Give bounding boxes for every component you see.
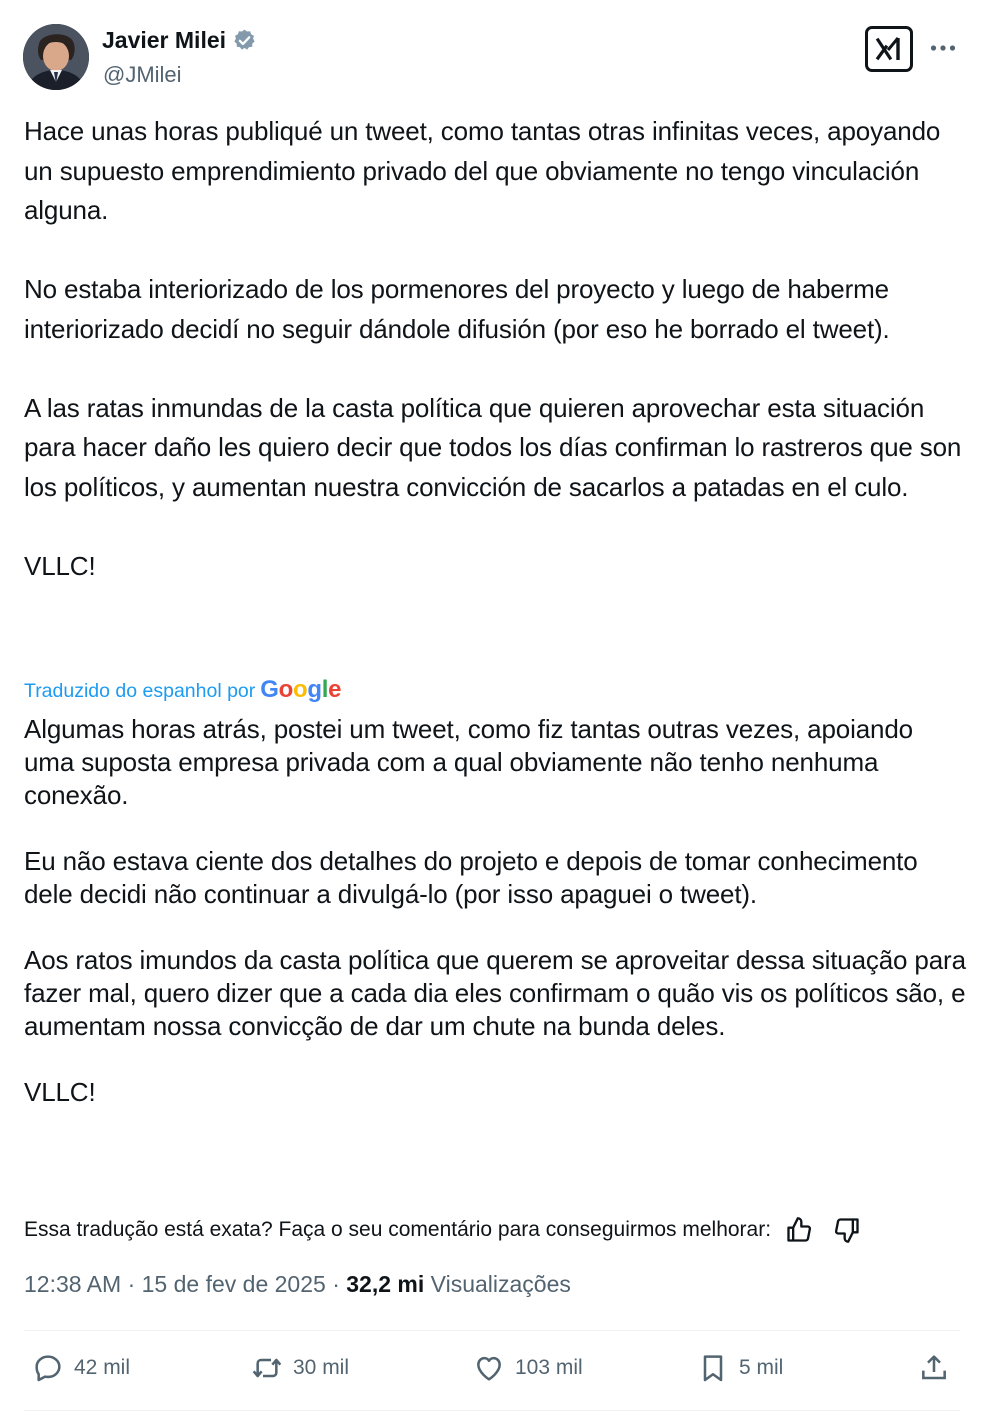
share-button[interactable] [918, 1352, 950, 1384]
translation-attribution[interactable] [24, 676, 341, 704]
author-name-text: Javier Milei [102, 27, 227, 53]
translated-paragraph: Eu não estava ciente dos detalhes do projeto e depois de tomar conhecimento dele decidi não continuar a divulgá-lo (por isso apaguei o tweet). [24, 846, 918, 909]
avatar-photo [23, 24, 89, 90]
more-dots-icon [930, 44, 956, 52]
translated-paragraph: Algumas horas atrás, postei um tweet, como fiz tantas outras vezes, apoiando uma suposta empresa privada com a qual obviamente não tenho nenhuma conexão. [24, 714, 913, 810]
views-count[interactable]: 32,2 mi [346, 1271, 425, 1297]
thumbs-down-icon[interactable] [833, 1216, 861, 1244]
google-logo: Google [260, 676, 342, 703]
original-paragraph: A las ratas inmundas de la casta política que quieren aprovechar esta situación para hacer daño les quiero decir que todos los días confirman lo rastreros que son los políticos, y aumentan nuestra convicción de sacarlos a patadas en el culo. [24, 392, 962, 502]
reply-button[interactable] [32, 1352, 130, 1384]
thumbs-up-icon[interactable] [785, 1216, 813, 1244]
bookmark-button[interactable] [697, 1352, 783, 1384]
translation-feedback-text: Essa tradução está exata? Faça o seu comentário para conseguirmos melhorar: [24, 1218, 772, 1241]
views-label[interactable]: Visualizações [430, 1271, 571, 1297]
grok-icon [874, 34, 904, 64]
tweet-meta [24, 1271, 571, 1298]
tweet-date[interactable]: 15 de fev de 2025 [141, 1271, 326, 1297]
divider [24, 1410, 960, 1411]
like-button[interactable] [473, 1352, 583, 1384]
repost-button[interactable] [251, 1352, 349, 1384]
divider [24, 1330, 960, 1331]
original-paragraph: Hace unas horas publiqué un tweet, como tantas otras infinitas veces, apoyando un supuesto emprendimiento privado del que obviamente no tengo vinculación alguna. [24, 116, 941, 226]
repost-icon [251, 1352, 283, 1384]
tweet-time[interactable]: 12:38 AM [24, 1271, 122, 1297]
like-count: 103 mil [515, 1356, 583, 1379]
avatar[interactable] [23, 24, 89, 90]
original-paragraph: VLLC! [24, 550, 96, 581]
author-handle[interactable]: @JMilei [103, 62, 182, 87]
translated-paragraph: VLLC! [24, 1077, 96, 1107]
verified-badge-icon [232, 28, 257, 53]
bookmark-count: 5 mil [739, 1356, 784, 1379]
author-name[interactable] [102, 27, 257, 54]
repost-count: 30 mil [293, 1356, 350, 1379]
translated-paragraph: Aos ratos imundos da casta política que querem se aproveitar dessa situação para fazer mal, quero dizer que a cada dia eles confirmam o quão vis os políticos são, e aumentam nossa convicção de dar um chute na bunda deles. [24, 945, 966, 1041]
original-paragraph: No estaba interiorizado de los pormenores del proyecto y luego de haberme interiorizado decidí no seguir dándole difusión (por eso he borrado el tweet). [24, 274, 890, 344]
reply-icon [32, 1352, 64, 1384]
tweet-original-text [24, 112, 964, 586]
tweet-translated-text [24, 713, 969, 1109]
tweet-header [23, 24, 963, 94]
grok-button[interactable] [865, 26, 913, 72]
meta-separator: · [325, 1271, 347, 1297]
translation-label: Traduzido do espanhol por [24, 680, 256, 702]
share-icon [918, 1352, 950, 1384]
bookmark-icon [697, 1352, 729, 1384]
reply-count: 42 mil [74, 1356, 131, 1379]
heart-icon [473, 1352, 505, 1384]
meta-separator: · [121, 1271, 142, 1297]
translation-feedback [24, 1216, 861, 1244]
more-options-button[interactable] [928, 34, 958, 62]
tweet-actions [24, 1338, 964, 1404]
